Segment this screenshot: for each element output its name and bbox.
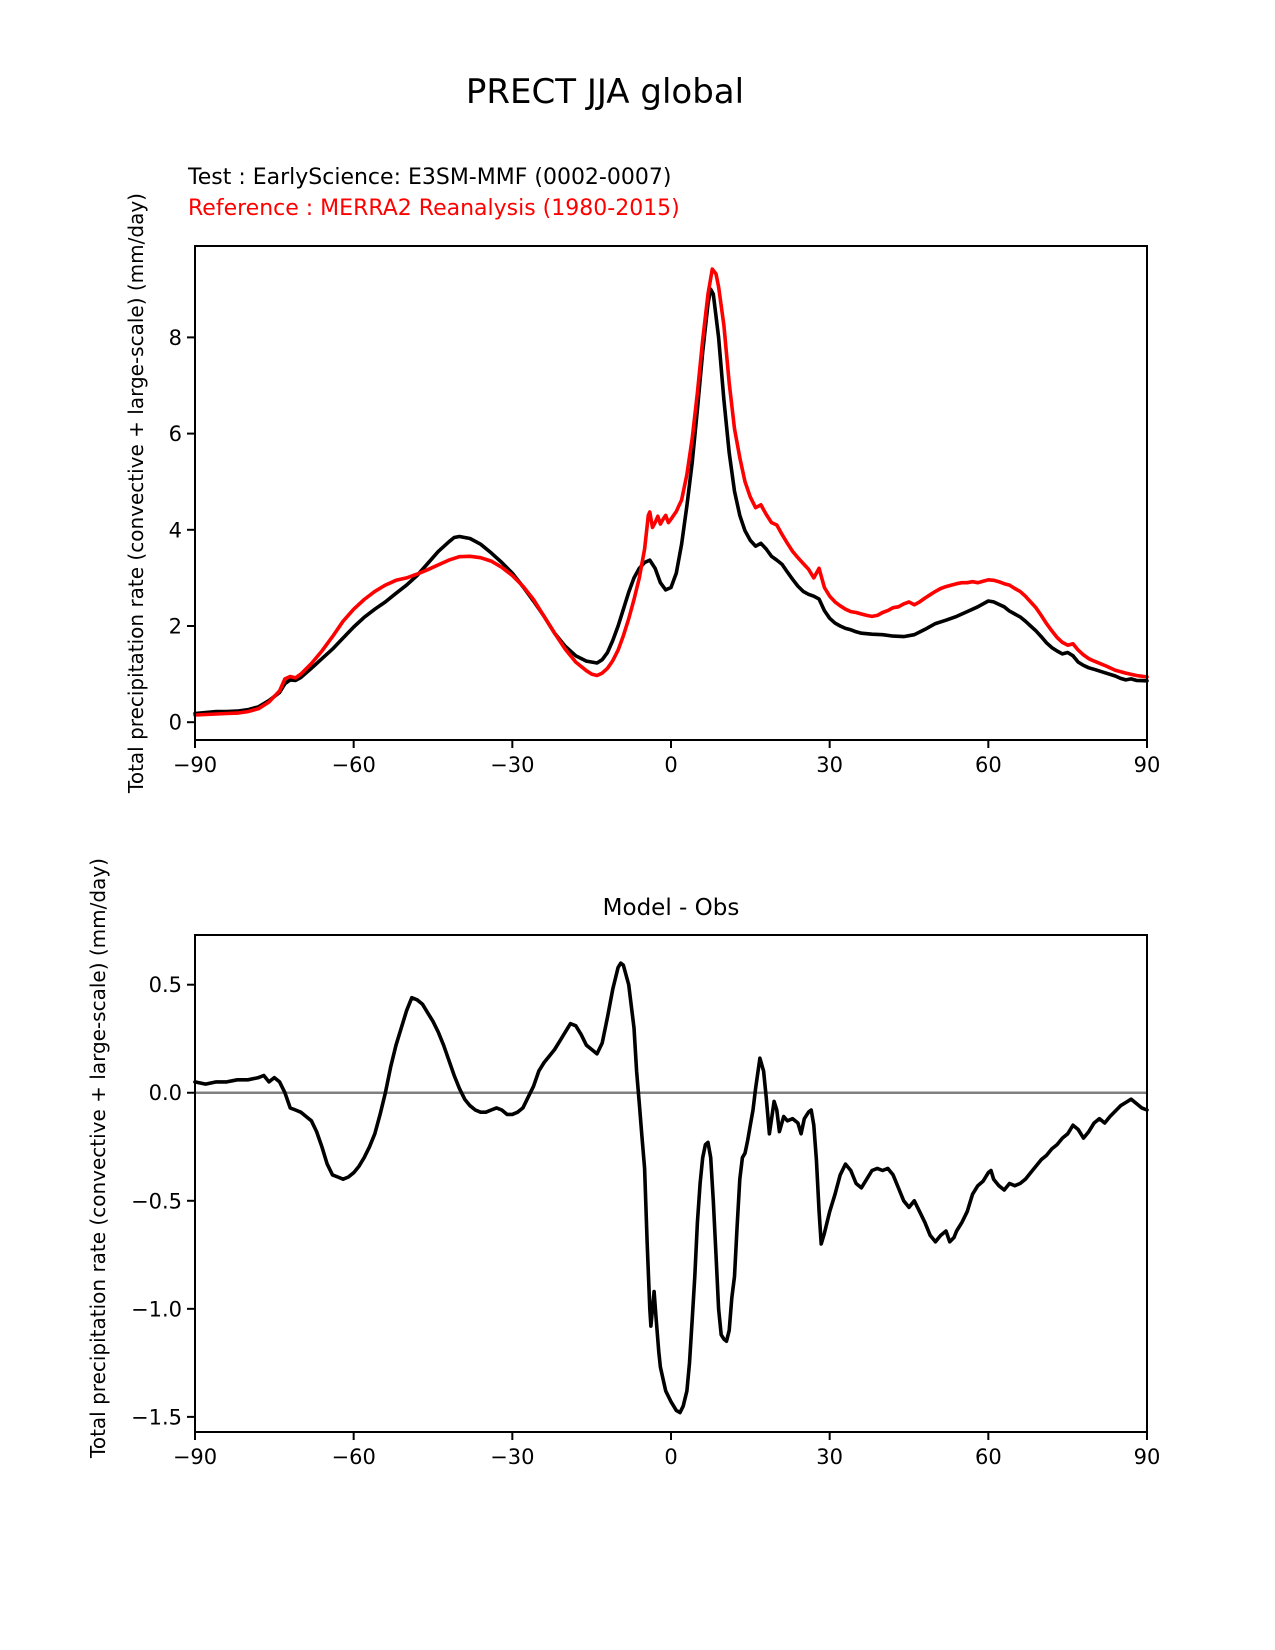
x-tick-label: 60 xyxy=(974,753,1002,777)
y-tick-label: 0.0 xyxy=(148,1081,182,1106)
y-tick-label: 0 xyxy=(168,710,182,735)
x-tick-label: −60 xyxy=(331,1445,376,1469)
x-tick-label: 60 xyxy=(974,1445,1002,1469)
y-tick-label: −1.0 xyxy=(131,1297,182,1322)
axes-frame-panel0 xyxy=(195,246,1147,740)
x-tick-label: 30 xyxy=(816,1445,844,1469)
x-tick-label: −90 xyxy=(172,1445,218,1469)
curve-panel1-series0 xyxy=(195,963,1147,1413)
x-tick-label: −30 xyxy=(490,753,535,777)
x-tick-label: −90 xyxy=(172,753,218,777)
x-tick-label: −30 xyxy=(490,1445,535,1469)
x-tick-label: 90 xyxy=(1133,753,1161,777)
y-tick-label: 6 xyxy=(168,422,182,447)
x-tick-label: −60 xyxy=(331,753,376,777)
curve-panel0-series1 xyxy=(195,269,1147,715)
y-tick-label: 8 xyxy=(168,325,182,350)
figure-title: PRECT JJA global xyxy=(465,72,745,112)
x-tick-label: 0 xyxy=(664,753,678,777)
y-axis-label-top: Total precipitation rate (convective + large-scale) (mm/day) xyxy=(124,193,148,793)
y-tick-label: 2 xyxy=(168,614,182,639)
legend-reference-label: Reference : MERRA2 Reanalysis (1980-2015) xyxy=(188,196,680,221)
y-tick-label: −0.5 xyxy=(131,1189,182,1214)
legend-test-label: Test : EarlyScience: E3SM-MMF (0002-0007) xyxy=(188,165,672,190)
axes-frame-panel1 xyxy=(195,935,1147,1432)
x-tick-label: 0 xyxy=(664,1445,678,1469)
y-tick-label: 4 xyxy=(168,518,182,543)
bottom-panel-title: Model - Obs xyxy=(602,895,740,921)
y-tick-label: 0.5 xyxy=(148,973,182,998)
x-tick-label: 30 xyxy=(816,753,844,777)
x-tick-label: 90 xyxy=(1133,1445,1161,1469)
y-tick-label: −1.5 xyxy=(131,1405,182,1430)
y-axis-label-bottom: Total precipitation rate (convective + large-scale) (mm/day) xyxy=(86,858,110,1458)
curve-panel0-series0 xyxy=(195,289,1147,713)
